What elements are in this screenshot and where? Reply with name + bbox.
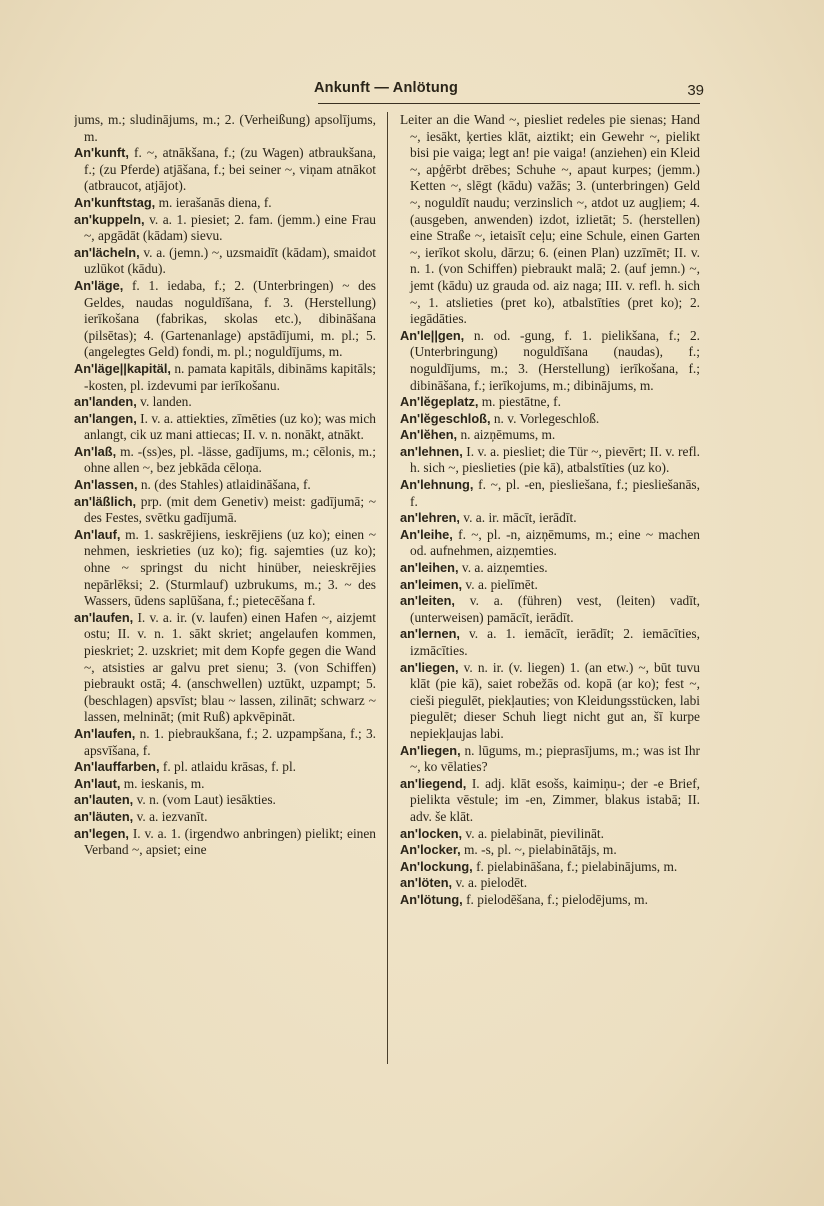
dictionary-entry (74, 411, 376, 444)
dictionary-entry (400, 444, 700, 477)
entry-definition: v. a. 1. iemācīt, ierādīt; 2. iemācīties, izmācīties. (410, 626, 700, 658)
entry-definition: m. -s, pl. ~, pielabinātājs, m. (460, 842, 617, 858)
entry-definition: v. a. aizņemties. (458, 560, 548, 576)
entry-headword: An'leihe, (400, 526, 453, 542)
entry-headword: An'laut, (74, 775, 121, 791)
entry-definition: v. n. (vom Laut) iesākties. (133, 792, 276, 808)
entry-definition: v. a. (jemn.) ~, uzsmaidīt (kādam), smaidot uzlūkot (kādu). (84, 244, 376, 277)
entry-definition: n. lūgums, m.; pieprasījums, m.; was ist Ihr ~, ko vēlaties? (410, 742, 700, 775)
entry-definition: f. 1. iedaba, f.; 2. (Unterbringen) ~ des Geldes, naudas noguldīšana, f. 3. (Herstellung) ierīkošana (fabrikas, skolas etc.), dibināšana (pilsētas); 4. (Gartenanlage) apstādījumi, m. pl.; 5. (angelegtes Geld) fondi, m. pl.; noguldījums, m. (84, 277, 376, 360)
dictionary-entry (74, 792, 376, 809)
entry-headword: an'liegen, (400, 659, 459, 675)
dictionary-entry (74, 361, 376, 394)
entry-headword: an'lehnen, (400, 443, 463, 459)
entry-headword: An'läge||kapitäl, (74, 360, 171, 376)
running-head: Ankunft — Anlötung (314, 80, 458, 96)
entry-definition: v. a. 1. piesiet; 2. fam. (jemm.) eine Frau ~, apgādāt (kādam) sievu. (84, 211, 376, 244)
dictionary-entry (74, 145, 376, 195)
entry-definition: n. aizņēmums, m. (457, 427, 556, 443)
entry-headword: an'leimen, (400, 576, 463, 592)
dictionary-entry (74, 527, 376, 610)
entry-definition: v. n. ir. (v. liegen) 1. (an etw.) ~, būt tuvu klāt (pie kā), saiet robežās od. kopā (ar ko); fest ~, cieši piegulēt, piekļauties; von Kleidungsstücken, labi piegulēt; dieser Schuh liegt nicht gut an, šī kurpe nepiekļaujas labi. (410, 659, 700, 741)
dictionary-entry (400, 477, 700, 510)
dictionary-entry (74, 759, 376, 776)
entry-headword: An'lockung, (400, 858, 473, 874)
entry-headword: An'lĕgeplatz, (400, 394, 479, 410)
entry-headword: An'kunft, (74, 145, 129, 161)
dictionary-entry (400, 577, 700, 594)
entry-headword: an'löten, (400, 875, 453, 891)
entry-definition: f. ~, pl. -en, piesliešana, f.; piesliešanās, f. (410, 477, 700, 509)
entry-definition: f. ~, pl. -n, aizņēmums, m.; eine ~ machen od. aufnehmen, aizņemties. (410, 526, 700, 559)
entry-definition: f. pl. atlaidu krāsas, f. pl. (159, 759, 297, 775)
entry-definition: n. (des Stahles) atlaidināšana, f. (137, 477, 311, 493)
dictionary-entry (400, 593, 700, 626)
entry-headword: an'lächeln, (74, 244, 140, 260)
entry-headword: an'läuten, (74, 808, 134, 824)
entry-headword: an'lehren, (400, 510, 460, 526)
entry-headword: An'lehnung, (400, 477, 474, 493)
dictionary-entry (400, 527, 700, 560)
entry-definition: f. pielodēšana, f.; pielodējums, m. (462, 891, 648, 907)
dictionary-entry (400, 776, 700, 826)
dictionary-entry (400, 626, 700, 659)
dictionary-entry (400, 510, 700, 527)
entry-definition: m. -(ss)es, pl. -lässe, gadījums, m.; cēlonis, m.; ohne allen ~, bez jebkāda cēloņa. (84, 443, 376, 476)
dictionary-entry (74, 726, 376, 759)
entry-headword: An'kunftstag, (74, 194, 156, 210)
dictionary-entry (74, 394, 376, 411)
entry-definition: m. ieskanis, m. (120, 775, 205, 791)
entry-headword: An'lauf, (74, 526, 121, 542)
dictionary-entry (74, 494, 376, 527)
entry-definition: v. landen. (136, 394, 192, 410)
dictionary-entry (74, 477, 376, 494)
entry-definition: v. a. ir. mācīt, ierādīt. (459, 510, 577, 526)
entry-definition: v. a. pielabināt, pievilināt. (462, 825, 604, 841)
dictionary-entry (74, 112, 376, 145)
entry-headword: An'laufen, (74, 725, 136, 741)
entry-definition: m. ierašanās diena, f. (155, 194, 272, 210)
page-number: 39 (687, 82, 704, 99)
entry-definition: v. a. pielodēt. (452, 875, 528, 891)
entry-headword: An'läge, (74, 277, 124, 293)
page-header (72, 80, 704, 102)
entry-headword: an'läßlich, (74, 493, 137, 509)
entry-definition: n. v. Vorlegeschloß. (490, 410, 600, 426)
entry-definition: jums, m.; sludinājums, m.; 2. (Verheißung) apsolījums, m. (74, 112, 376, 144)
entry-headword: An'lötung, (400, 891, 463, 907)
dictionary-entry (400, 660, 700, 743)
dictionary-entry (400, 411, 700, 428)
entry-definition: m. 1. saskrējiens, ieskrējiens (uz ko); einen ~ nehmen, ieskrieties (uz ko); fig. sajemties (uz ko); ohne ~ springst du nicht hinüber, neieskrējies nepārlēksi; 2. (Sturmlauf) uzbrukums, m.; 3. ~ des Wassers, ūdens saplūšana, f.; pietecēšana f. (84, 526, 376, 609)
dictionary-entry (74, 278, 376, 361)
entry-definition: I. v. a. 1. (irgendwo anbringen) pielikt; einen Verband ~, apsiet; eine (84, 825, 376, 858)
dictionary-entry (400, 560, 700, 577)
entry-headword: an'laufen, (74, 609, 134, 625)
entry-definition: v. a. pielīmēt. (462, 576, 538, 592)
entry-headword: An'lauffarben, (74, 759, 160, 775)
dictionary-entry (400, 328, 700, 394)
entry-headword: an'liegend, (400, 775, 467, 791)
entry-headword: an'leiten, (400, 593, 455, 609)
entry-definition: f. pielabināšana, f.; pielabinājums, m. (472, 858, 678, 874)
entry-headword: An'le||gen, (400, 327, 465, 343)
entry-definition: I. v. a. attiekties, zīmēties (uz ko); was mich anlangt, cik uz mani attiecas; II. v. n. nonākt, atnākt. (84, 410, 376, 443)
entry-definition: I. adj. klāt esošs, kaimiņu-; der -e Brief, pielikta vēstule; im -en, Zimmer, blakus istabā; II. adv. še klāt. (410, 775, 700, 824)
dictionary-entry (400, 892, 700, 909)
dictionary-entry (400, 427, 700, 444)
dictionary-entry (74, 776, 376, 793)
dictionary-entry (74, 610, 376, 726)
entry-definition: n. od. -gung, f. 1. pielikšana, f.; 2. (Unterbringung) noguldīšana (naudas), f.; noguldījums, m.; 3. (Herstellung) ierīkošana, f.; dibināšana, f.; ierīkojums, m.; dibinājums, m. (410, 327, 700, 393)
dictionary-entry (400, 112, 700, 328)
entry-definition: I. v. a. piesliet; die Tür ~, pievērt; II. v. refl. h. sich ~, pieslieties (pie kā), atbalstīties (uz ko). (410, 443, 700, 476)
entry-definition: v. a. iezvanīt. (133, 808, 208, 824)
entry-headword: An'lassen, (74, 477, 138, 493)
entry-definition: prp. (mit dem Genetiv) meist: gadījumā; ~ des Festes, svētku gadījumā. (84, 493, 376, 526)
right-column (400, 112, 700, 1122)
entry-definition: I. v. a. ir. (v. laufen) einen Hafen ~, aizjemt ostu; II. v. n. 1. sākt skriet; angelaufen kommen, pieskriet; 2. uzskriet; mit dem Kopfe gegen die Wand ~, atsisties ar galvu pret sienu; 3. (von Schiffen) piebraukt ostā; 4. (anschwellen) uztūkt, uzpampt; 5. (beschlagen) apsvīst; blau ~ lassen, zilināt; schwarz ~ lassen, melnināt; (mit Ruß) apkvēpināt. (84, 609, 376, 725)
dictionary-entry (74, 809, 376, 826)
entry-definition: n. 1. piebraukšana, f.; 2. uzpampšana, f.; 3. apsvīšana, f. (84, 725, 376, 758)
entry-definition: m. piestātne, f. (478, 394, 561, 410)
entry-definition: n. pamata kapitāls, dibināms kapitāls; -kosten, pl. izdevumi par ierīkošanu. (84, 360, 376, 393)
dictionary-entry (74, 212, 376, 245)
dictionary-entry (400, 743, 700, 776)
entry-headword: an'lauten, (74, 792, 134, 808)
entry-headword: An'liegen, (400, 742, 461, 758)
entry-definition: f. ~, atnākšana, f.; (zu Wagen) atbraukšana, f.; (zu Pferde) atjāšana, f.; bei seiner ~, viņam atnākot (atbraucot, atjājot). (84, 145, 376, 194)
dictionary-entry (74, 245, 376, 278)
left-column (74, 112, 376, 1122)
entry-headword: an'landen, (74, 394, 137, 410)
dictionary-entry (74, 826, 376, 859)
entry-headword: an'legen, (74, 825, 129, 841)
entry-headword: an'langen, (74, 410, 137, 426)
entry-headword: an'kuppeln, (74, 211, 145, 227)
dictionary-entry (400, 859, 700, 876)
entry-definition: Leiter an die Wand ~, piesliet redeles pie sienas; Hand ~, iesākt, ķerties klāt, aiztikt; ein Gewehr ~, pielikt bisi pie vaiga; legt an! pie vaiga! (anziehen) ein Kleid ~, apģērbt drēbes; Schuhe ~, apaut kurpes; (jemm.) Ketten ~, slēgt (kādu) važās; 3. (unterbringen) Geld ~, noguldīt naudu; verzinslich ~, atdot uz augļiem; 4. (ausgeben, anwenden) izdot, izlietāt; 5. (herstellen) eine Straße ~, ietaisīt ceļu; eine Schule, einen Garten ~, ierīkot skolu, dārzu; 6. (einen Plan) uzzīmēt; II. v. n. 1. (von Schiffen) piebraukt malā; 2. (auf jemn.) ~, jemt (kādu) uz grauda od. aiz naga; III. v. refl. h. sich ~, 1. atslieties (pret ko), atbalstīties (pret ko); 2. iegādāties. (400, 112, 700, 327)
entry-definition: v. a. (führen) vest, (leiten) vadīt, (unterweisen) pamācīt, ierādīt. (410, 593, 700, 625)
header-rule (318, 103, 700, 104)
dictionary-entry (400, 826, 700, 843)
dictionary-entry (400, 394, 700, 411)
entry-headword: an'locken, (400, 825, 463, 841)
column-separator (387, 112, 388, 1064)
dictionary-entry (400, 875, 700, 892)
entry-headword: An'locker, (400, 842, 461, 858)
entry-headword: An'laß, (74, 443, 117, 459)
entry-headword: an'leihen, (400, 560, 459, 576)
entry-headword: An'lĕgeschloß, (400, 410, 491, 426)
dictionary-entry (400, 842, 700, 859)
dictionary-entry (74, 444, 376, 477)
dictionary-entry (74, 195, 376, 212)
entry-headword: An'lĕhen, (400, 427, 458, 443)
entry-headword: an'lernen, (400, 626, 460, 642)
